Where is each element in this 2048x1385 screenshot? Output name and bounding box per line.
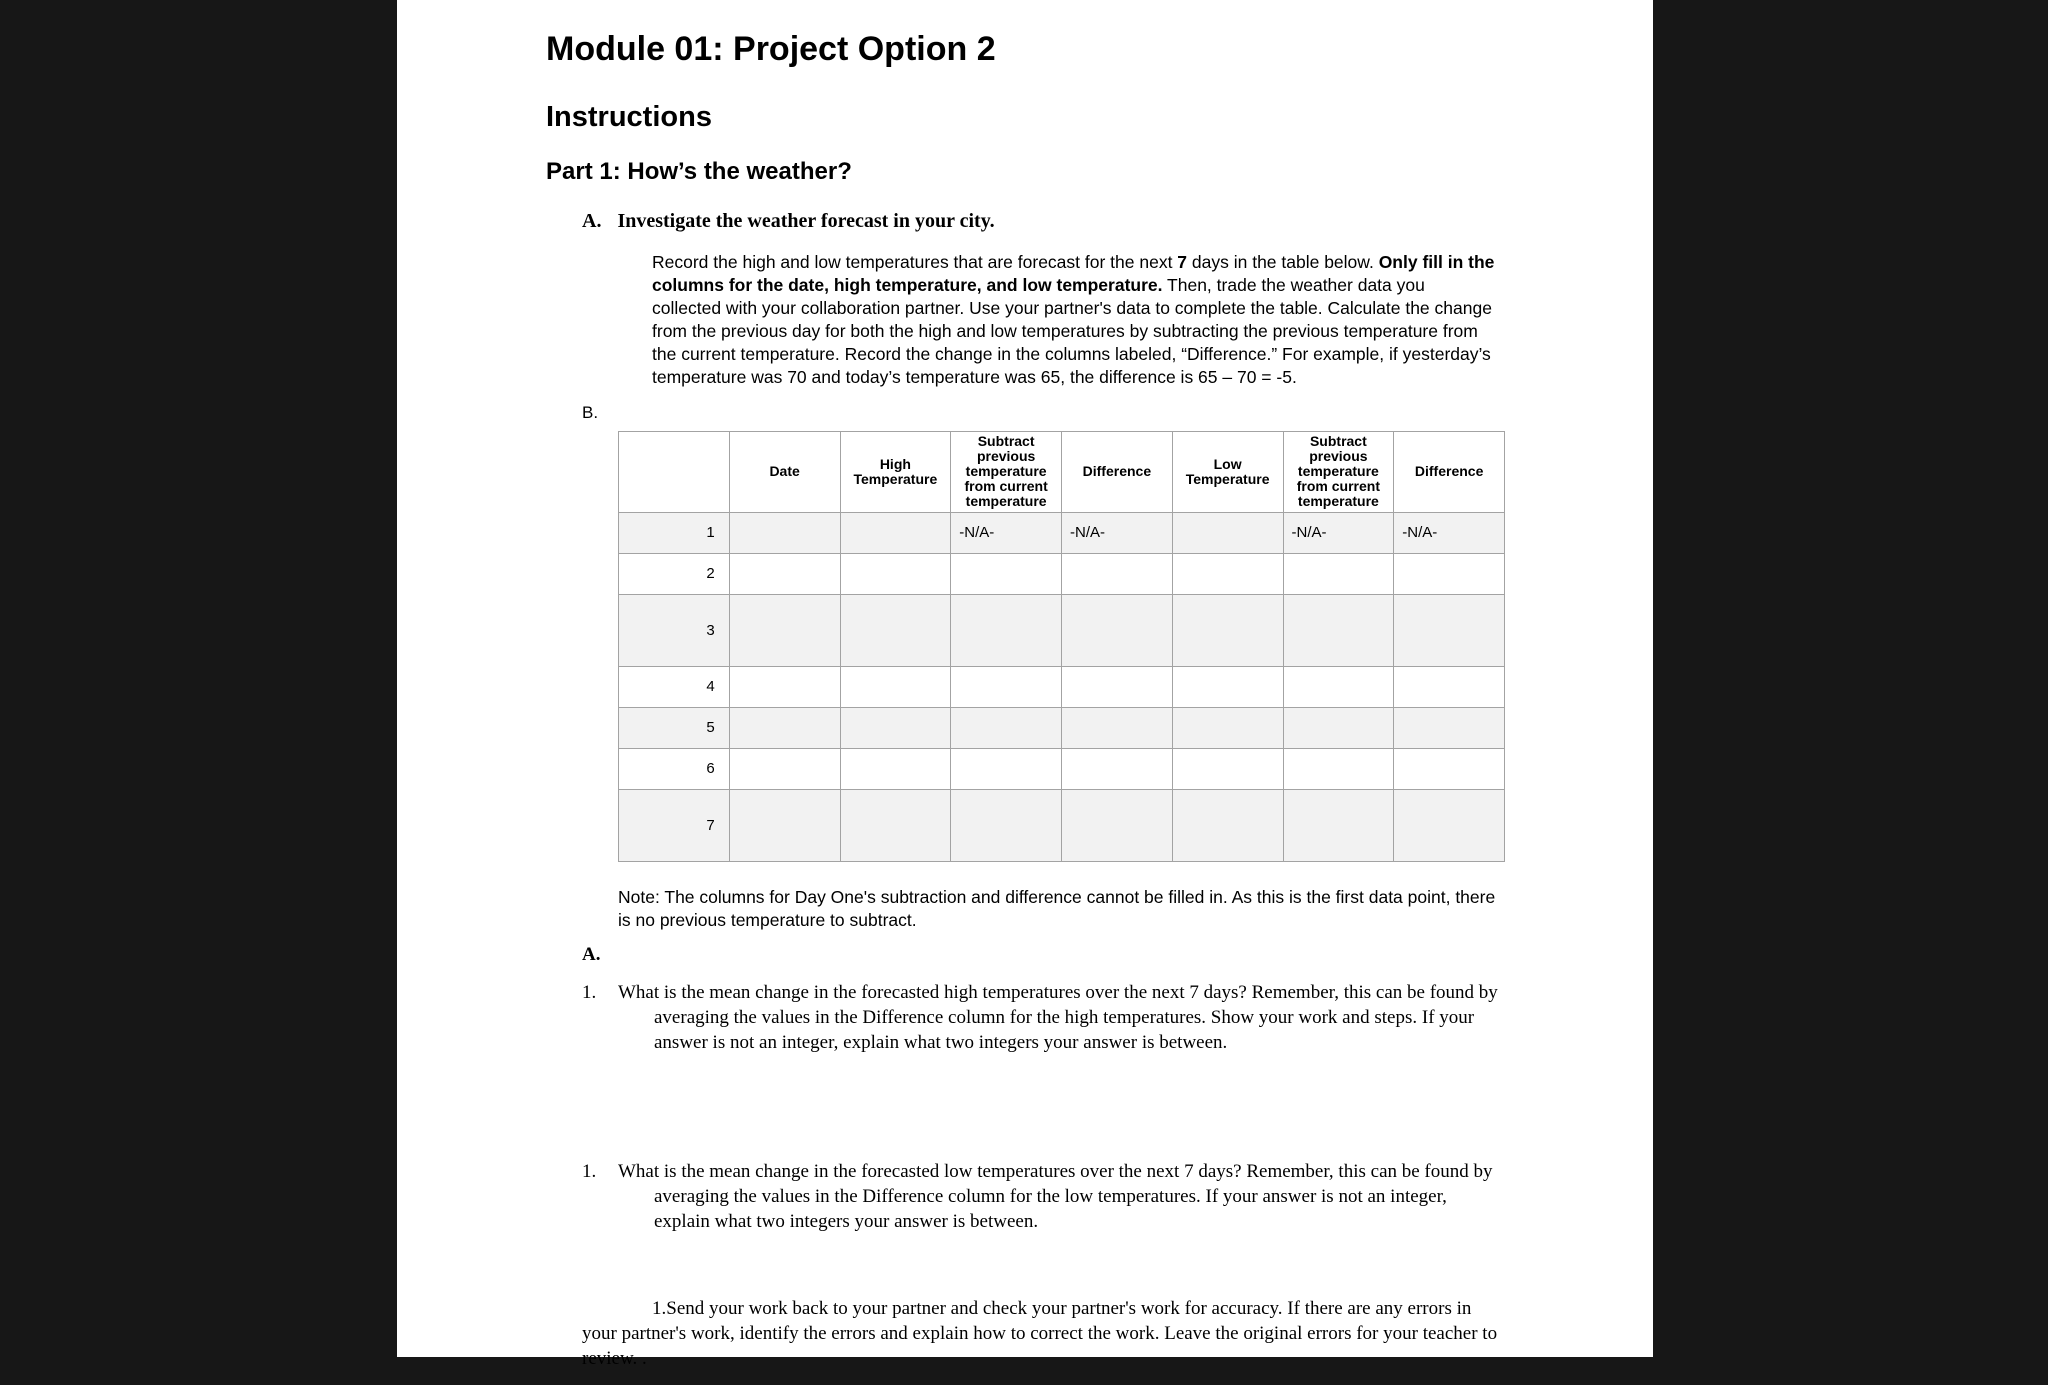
table-row <box>619 512 1505 553</box>
subtract-high-cell <box>951 594 1062 666</box>
high-temp-cell <box>840 666 951 707</box>
list-marker-a: A. <box>582 210 602 233</box>
item-a-text: Investigate the weather forecast in your city. <box>617 210 995 233</box>
row-number-cell: 6 <box>619 748 730 789</box>
subtract-high-cell: -N/A- <box>951 512 1062 553</box>
subtract-low-cell <box>1283 748 1394 789</box>
low-temp-cell <box>1172 512 1283 553</box>
subtract-low-cell <box>1283 707 1394 748</box>
table-row <box>619 707 1505 748</box>
intro-text-segment: days in the table below. <box>1187 252 1379 273</box>
date-cell <box>729 789 840 861</box>
difference-low-cell <box>1394 789 1505 861</box>
header-high-temperature: High Temperature <box>840 432 951 513</box>
row-number-cell: 4 <box>619 666 730 707</box>
row-number-cell: 7 <box>619 789 730 861</box>
low-temp-cell <box>1172 666 1283 707</box>
low-temp-cell <box>1172 594 1283 666</box>
difference-high-cell <box>1062 789 1173 861</box>
header-low-temperature: Low Temperature <box>1172 432 1283 513</box>
table-row <box>619 748 1505 789</box>
subtract-low-cell <box>1283 553 1394 594</box>
high-temp-cell <box>840 594 951 666</box>
low-temp-cell <box>1172 553 1283 594</box>
difference-low-cell <box>1394 666 1505 707</box>
difference-high-cell <box>1062 553 1173 594</box>
row-number-cell: 5 <box>619 707 730 748</box>
header-subtract-low: Subtract previous temperature from current temperature <box>1283 432 1394 513</box>
difference-high-cell <box>1062 748 1173 789</box>
difference-low-cell <box>1394 707 1505 748</box>
subtract-low-cell <box>1283 789 1394 861</box>
low-temp-cell <box>1172 707 1283 748</box>
list-item-a <box>582 210 1504 233</box>
instructions-heading: Instructions <box>546 101 712 134</box>
date-cell <box>729 512 840 553</box>
subtract-high-cell <box>951 553 1062 594</box>
closing-paragraph: 1.Send your work back to your partner and check your partner's work for accuracy. If there are any errors in your partner's work, identify the errors and explain how to correct the work. Leave the original errors for your teacher to review. . <box>582 1297 1498 1369</box>
subtract-low-cell <box>1283 666 1394 707</box>
difference-low-cell <box>1394 553 1505 594</box>
difference-high-cell: -N/A- <box>1062 512 1173 553</box>
weather-table <box>618 431 1505 862</box>
low-temp-cell <box>1172 789 1283 861</box>
row-number-cell: 2 <box>619 553 730 594</box>
difference-low-cell: -N/A- <box>1394 512 1505 553</box>
list-marker-a-second: A. <box>582 943 601 965</box>
high-temp-cell <box>840 553 951 594</box>
low-temp-cell <box>1172 748 1283 789</box>
intro-paragraph <box>652 251 1498 389</box>
subtract-high-cell <box>951 748 1062 789</box>
header-subtract-high: Subtract previous temperature from current temperature <box>951 432 1062 513</box>
subtract-low-cell: -N/A- <box>1283 512 1394 553</box>
date-cell <box>729 707 840 748</box>
table-row <box>619 789 1505 861</box>
difference-low-cell <box>1394 748 1505 789</box>
table-note: Note: The columns for Day One's subtraction and difference cannot be filled in. As this is the first data point, there is no previous temperature to subtract. <box>618 886 1496 930</box>
question-text: What is the mean change in the forecasted low temperatures over the next 7 days? Remember, this can be found by averaging the values in the Difference column for the low temperatures. If your answer is not an integer, explain what two integers your answer is between. <box>618 1160 1493 1232</box>
header-row-number <box>619 432 730 513</box>
difference-high-cell <box>1062 666 1173 707</box>
question-low-temps <box>582 1159 1502 1234</box>
table-row <box>619 553 1505 594</box>
high-temp-cell <box>840 748 951 789</box>
table-row <box>619 594 1505 666</box>
high-temp-cell <box>840 512 951 553</box>
subtract-high-cell <box>951 789 1062 861</box>
part1-heading: Part 1: How’s the weather? <box>546 158 852 186</box>
subtract-low-cell <box>1283 594 1394 666</box>
table-row <box>619 666 1505 707</box>
date-cell <box>729 748 840 789</box>
intro-bold-columns: Only fill in the columns for the date, high temperature, and low temperature. <box>652 252 1495 296</box>
row-number-cell: 1 <box>619 512 730 553</box>
question-number: 1. <box>582 981 597 1003</box>
intro-text-segment: Then, trade the weather data you collected with your collaboration partner. Use your partner's data to complete the table. Calculate the change from the previous day for both the high and low temperatures by subtracting the previous temperature from the current temperature. Record the change in the columns labeled, “Difference.” For example, if yesterday’s temperature was 70 and today’s temperature was 65, the difference is 65 – 70 = -5. <box>652 275 1492 388</box>
intro-bold-seven: 7 <box>1177 252 1188 273</box>
header-date: Date <box>729 432 840 513</box>
difference-low-cell <box>1394 594 1505 666</box>
row-number-cell: 3 <box>619 594 730 666</box>
high-temp-cell <box>840 707 951 748</box>
date-cell <box>729 553 840 594</box>
subtract-high-cell <box>951 707 1062 748</box>
date-cell <box>729 666 840 707</box>
document-page <box>397 0 1653 1369</box>
subtract-high-cell <box>951 666 1062 707</box>
header-difference-low: Difference <box>1394 432 1505 513</box>
difference-high-cell <box>1062 707 1173 748</box>
intro-text-segment: Record the high and low temperatures that are forecast for the next <box>652 252 1178 273</box>
date-cell <box>729 594 840 666</box>
header-difference-high: Difference <box>1062 432 1173 513</box>
page-title: Module 01: Project Option 2 <box>546 30 996 68</box>
list-marker-b: B. <box>582 403 599 423</box>
difference-high-cell <box>1062 594 1173 666</box>
question-number: 1. <box>582 1160 597 1182</box>
question-high-temps <box>582 980 1502 1055</box>
table-header-row <box>619 432 1505 513</box>
question-text: What is the mean change in the forecasted high temperatures over the next 7 days? Remember, this can be found by averaging the values in the Difference column for the high temperatures. Show your work and steps. If your answer is not an integer, explain what two integers your answer is between. <box>618 981 1498 1053</box>
high-temp-cell <box>840 789 951 861</box>
